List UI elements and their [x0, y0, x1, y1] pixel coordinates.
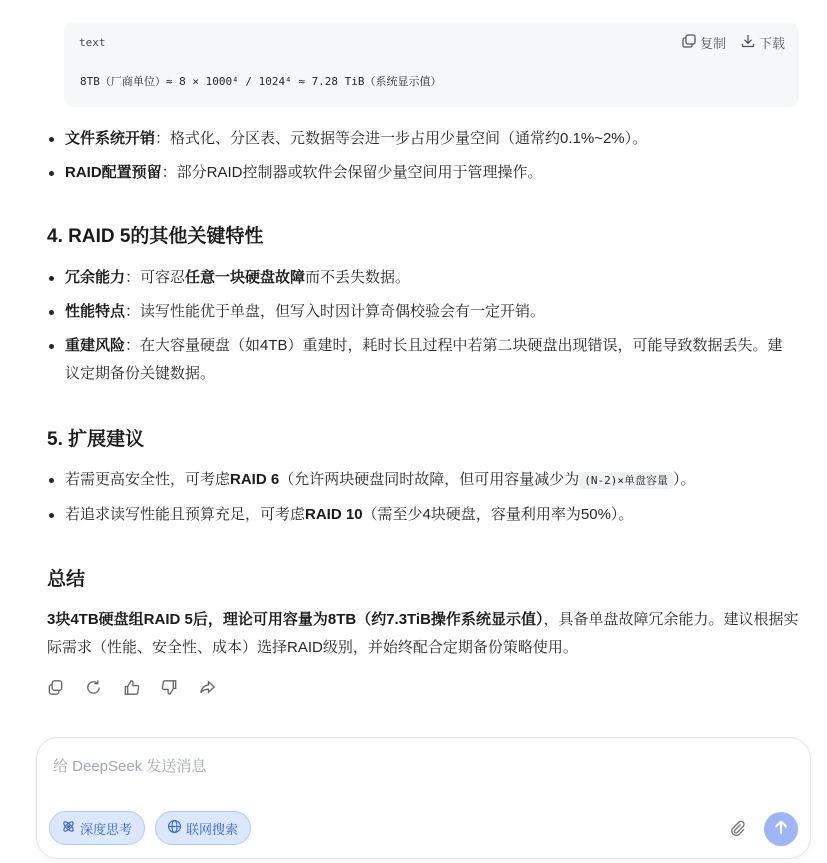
- overhead-list: [48, 125, 793, 187]
- send-button[interactable]: [764, 812, 798, 846]
- list-item: 重建风险：在大容量硬盘（如4TB）重建时，耗时长且过程中若第二块硬盘出现错误，可能导致数据丢失。建议定期备份关键数据。: [48, 332, 793, 388]
- copy-code-button[interactable]: [681, 33, 726, 52]
- inline-code: (N-2)×单盘容量: [579, 472, 673, 489]
- share-icon[interactable]: [198, 678, 217, 697]
- code-language-label: text: [79, 36, 106, 49]
- extension-list: [48, 466, 793, 529]
- deep-think-button[interactable]: [49, 811, 145, 845]
- message-composer: [36, 737, 811, 859]
- code-line: 8TB（厂商单位）≈ 8 × 1000⁴ / 1024⁴ ≈ 7.28 TiB（系统显示值）: [80, 75, 442, 88]
- deep-think-label: 深度思考: [80, 821, 133, 837]
- download-label: 下载: [758, 36, 785, 51]
- summary-heading: 总结: [47, 569, 86, 590]
- list-item: RAID配置预留：部分RAID控制器或软件会保留少量空间用于管理操作。: [48, 159, 793, 187]
- globe-icon: [167, 819, 182, 837]
- arrow-up-icon: [772, 818, 790, 841]
- regenerate-icon[interactable]: [84, 678, 103, 697]
- web-search-label: 联网搜索: [186, 821, 239, 837]
- section-4-heading: 4. RAID 5的其他关键特性: [47, 226, 264, 247]
- raid5-features-list: [48, 264, 793, 388]
- message-actions: [46, 678, 217, 697]
- thumbs-up-icon[interactable]: [122, 678, 141, 697]
- thumbs-down-icon[interactable]: [160, 678, 179, 697]
- copy-label: 复制: [699, 36, 726, 51]
- code-actions: [681, 33, 785, 52]
- code-block: [64, 22, 799, 107]
- attachment-icon[interactable]: [727, 818, 747, 838]
- list-item: 性能特点：读写性能优于单盘，但写入时因计算奇偶校验会有一定开销。: [48, 298, 793, 326]
- section-5-heading: 5. 扩展建议: [47, 429, 145, 450]
- download-icon: [740, 33, 756, 52]
- list-item: 冗余能力：可容忍任意一块硬盘故障而不丢失数据。: [48, 264, 793, 292]
- summary-paragraph: 3块4TB硬盘组RAID 5后，理论可用容量为8TB（约7.3TiB操作系统显示值），具备单盘故障冗余能力。建议根据实际需求（性能、安全性、成本）选择RAID级别，并始终配合定期备份策略使用。: [47, 611, 799, 656]
- download-code-button[interactable]: [740, 33, 785, 52]
- atom-icon: [61, 819, 76, 837]
- list-item: 若需更高安全性，可考虑RAID 6（允许两块硬盘同时故障，但可用容量减少为 (N-2)×单盘容量 ）。: [48, 466, 793, 495]
- list-item: 文件系统开销：格式化、分区表、元数据等会进一步占用少量空间（通常约0.1%~2%）。: [48, 125, 793, 153]
- message-input[interactable]: [53, 754, 693, 778]
- list-item: 若追求读写性能且预算充足，可考虑RAID 10（需至少4块硬盘，容量利用率为50%）。: [48, 501, 793, 529]
- copy-icon: [681, 33, 697, 52]
- copy-message-icon[interactable]: [46, 678, 65, 697]
- web-search-button[interactable]: [155, 811, 251, 845]
